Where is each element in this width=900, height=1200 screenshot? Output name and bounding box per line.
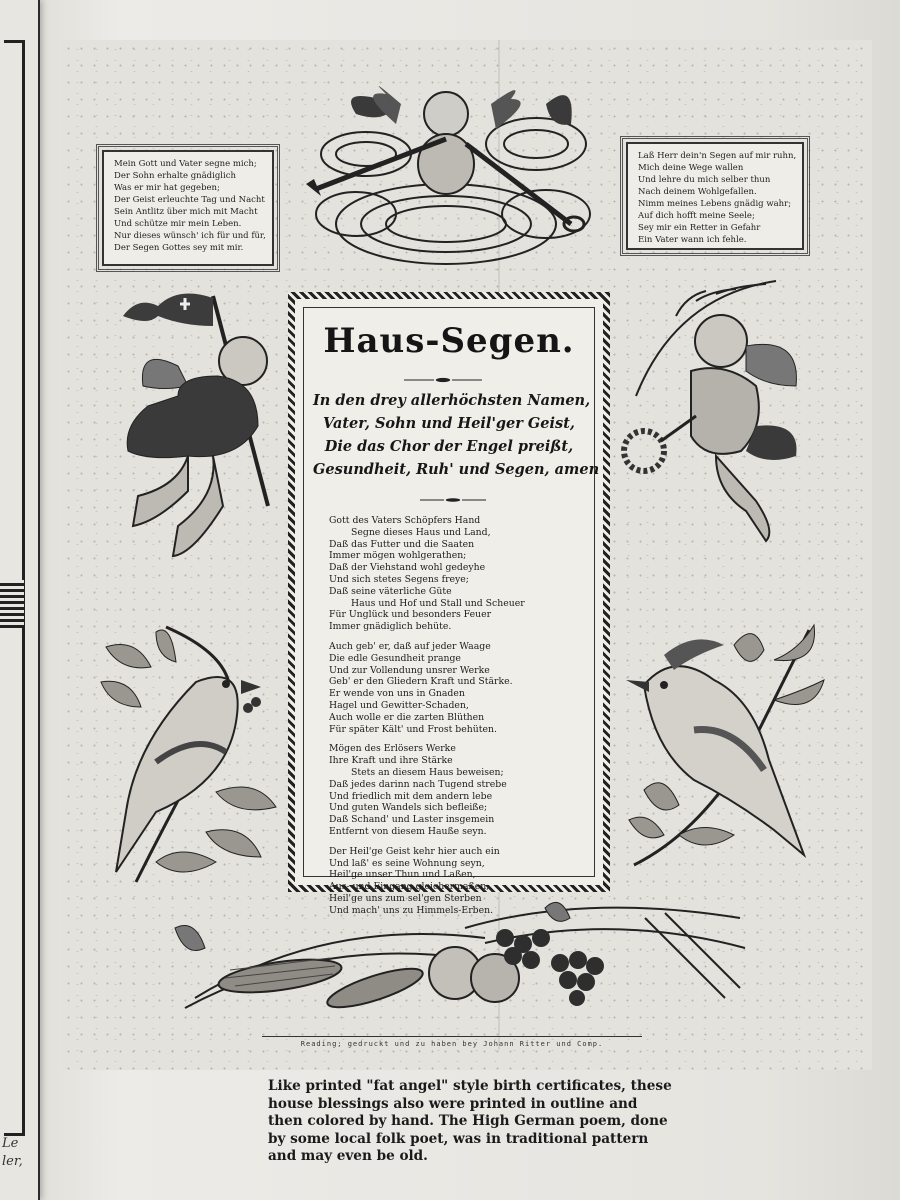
verse-line: Auf dich hofft meine Seele;: [638, 211, 755, 221]
invocation-line: Gesundheit, Ruh' und Segen, amen: [313, 461, 600, 478]
poem-line: Aus- und Eingang gleichermaßen;: [329, 881, 490, 893]
flag-angel-illustration: [118, 286, 283, 566]
poem-line: Ihre Kraft und ihre Stärke: [329, 755, 453, 767]
ornament-rule-bottom: [393, 497, 513, 503]
wreath-angel-illustration: [616, 276, 806, 551]
verse-line: Ein Vater wann ich fehle.: [638, 235, 747, 245]
poem-line: Auch geb' er, daß auf jeder Waage: [329, 640, 491, 652]
blessing-frame: [288, 292, 610, 916]
poem-line: Immer gnädiglich behüte.: [329, 621, 452, 633]
poem-line: Der Heil'ge Geist kehr hier auch ein: [329, 845, 500, 857]
blessing-poem: [329, 515, 587, 917]
poem-line: Und zur Vollendung unsrer Werke: [329, 664, 490, 676]
poem-line: Entfernt von diesem Hauße seyn.: [329, 825, 487, 837]
blessing-title: Haus-Segen.: [323, 321, 575, 361]
verse-line: Und lehre du mich selber thun: [638, 175, 771, 185]
invocation-line: Die das Chor der Engel preißt,: [324, 438, 574, 455]
verse-line: Nimm meines Lebens gnädig wahr;: [638, 199, 792, 209]
poem-line: Hagel und Gewitter-Schaden,: [329, 699, 469, 711]
poem-line: Daß Schand' und Laster insgemein: [329, 814, 495, 826]
verse-line: Der Sohn erhalte gnädiglich: [114, 171, 236, 181]
poem-line: Und guten Wandels sich befleiße;: [329, 802, 488, 814]
poem-line: Und sich stetes Segens freye;: [329, 573, 469, 585]
poem-line: Immer mögen wohlgerathen;: [329, 550, 467, 562]
left-page-stamp: [0, 580, 24, 628]
poem-line: Heil'ge uns zum sel'gen Sterben: [329, 892, 482, 904]
verse-line: Was er mir hat gegeben;: [114, 183, 220, 193]
verse-line: Der Segen Gottes sey mit mir.: [114, 243, 244, 253]
verse-line: Sein Antlitz über mich mit Macht: [114, 207, 258, 217]
verse-line: Der Geist erleuchte Tag und Nacht: [114, 195, 265, 205]
invocation-line: Vater, Sohn und Heil'ger Geist,: [323, 415, 575, 432]
verse-box-left: [102, 150, 274, 266]
verse-line: Laß Herr dein'n Segen auf mir ruhn,: [638, 151, 797, 161]
poem-line: Stets an diesem Haus beweisen;: [351, 766, 504, 778]
trumpet-angel-illustration: [296, 84, 606, 274]
poem-line: Heil'ge unser Thun und Laßen,: [329, 869, 476, 881]
left-page-scribble: Le ler,: [2, 1136, 23, 1169]
poem-line: Daß seine väterliche Güte: [329, 585, 452, 597]
bird-right-illustration: [624, 620, 829, 875]
ornament-rule-top: [383, 377, 503, 383]
poem-line: Segne dieses Haus und Land,: [351, 526, 491, 538]
verse-box-right: [626, 142, 804, 250]
poem-line: Geb' er den Gliedern Kraft und Stärke.: [329, 676, 513, 688]
poem-line: Und friedlich mit dem andern lebe: [329, 790, 493, 802]
poem-line: Und laß' es seine Wohnung seyn,: [329, 857, 485, 869]
verse-line: Mich deine Wege wallen: [638, 163, 744, 173]
poem-line: Gott des Vaters Schöpfers Hand: [329, 515, 481, 526]
verse-line: Nur dieses wünsch' ich für und für,: [114, 231, 266, 241]
invocation-block: [313, 389, 600, 481]
poem-line: Daß der Viehstand wohl gedeyhe: [329, 562, 486, 574]
bird-left-illustration: [96, 622, 286, 887]
verse-line: Und schütze mir mein Leben.: [114, 219, 242, 229]
verse-line: Nach deinem Wohlgefallen.: [638, 187, 757, 197]
poem-line: Er wende von uns in Gnaden: [329, 688, 465, 700]
poem-line: Mögen des Erlösers Werke: [329, 743, 456, 755]
verse-line: Mein Gott und Vater segne mich;: [114, 159, 257, 169]
poem-line: Und mach' uns zu Himmels-Erben.: [329, 904, 494, 916]
invocation-line: In den drey allerhöchsten Namen,: [313, 392, 591, 409]
left-page-edge: [0, 0, 40, 1200]
poem-line: Die edle Gesundheit prange: [329, 652, 461, 664]
poem-line: Auch wolle er die zarten Blüthen: [329, 711, 485, 723]
harvest-fruit-illustration: [165, 898, 755, 1028]
poem-line: Für Unglück und besonders Feuer: [329, 609, 492, 621]
photo-caption: Like printed "fat angel" style birth certificates, these house blessings also were printed in outline and then colored by hand. The High German poem, done by some local folk poet, was in traditional pattern and may even be old.: [268, 1078, 672, 1165]
poem-line: Für später Kält' und Frost behüten.: [329, 723, 497, 735]
printer-imprint: Reading; gedruckt und zu haben bey Johann Ritter und Comp.: [262, 1036, 642, 1048]
poem-line: Daß jedes darinn nach Tugend strebe: [329, 778, 507, 790]
verse-line: Sey mir ein Retter in Gefahr: [638, 223, 761, 233]
poem-line: Daß das Futter und die Saaten: [329, 538, 475, 550]
poem-line: Haus und Hof und Stall und Scheuer: [351, 597, 525, 609]
